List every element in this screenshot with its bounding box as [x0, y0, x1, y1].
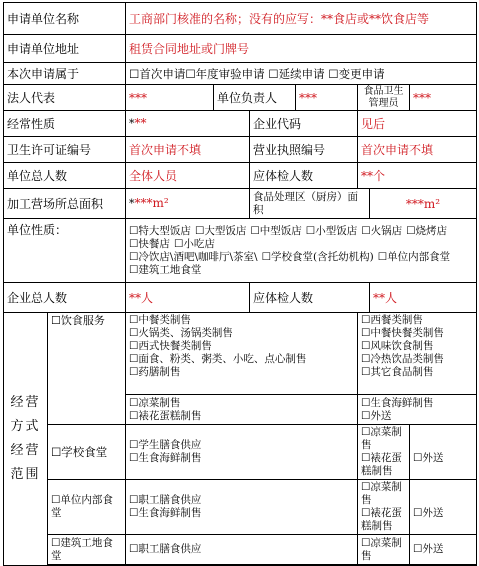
scope-option[interactable]: ☐生食海鲜制售: [129, 507, 202, 519]
unit-type-option[interactable]: ☐小吃店: [173, 237, 215, 250]
business-license-field[interactable]: 首次申请不填: [358, 137, 477, 163]
internal-middle: [358, 480, 410, 535]
legal-rep-label: 法人代表: [4, 85, 126, 111]
total-area-field[interactable]: [126, 189, 250, 219]
unit-type-option[interactable]: ☐单位内部食堂: [377, 250, 451, 263]
scope-option[interactable]: ☐外送: [413, 452, 444, 464]
scope-option[interactable]: ☐凉菜制售: [361, 536, 402, 562]
unit-type-option[interactable]: ☐小型饭店: [305, 224, 358, 237]
unit-head-field[interactable]: ***: [296, 85, 358, 111]
construction-middle: [358, 535, 410, 565]
unit-type-option[interactable]: ☐建筑工地食堂: [129, 263, 202, 276]
unit-head-label: 单位负责人: [214, 85, 296, 111]
school-left: [126, 425, 358, 480]
construction-left: [126, 535, 358, 565]
checkup-count-label: 应体检人数: [250, 163, 358, 189]
unit-type-option[interactable]: ☐中型饭店: [250, 224, 302, 237]
scope-option[interactable]: ☐凉菜制售: [361, 426, 402, 451]
scope-option[interactable]: ☐职工膳食供应: [129, 543, 202, 555]
food-safety-manager-field[interactable]: ***: [410, 85, 477, 111]
annual-review-checkbox[interactable]: ☐年度审验申请: [185, 66, 265, 81]
food-service-sub-right: [358, 395, 477, 425]
change-checkbox[interactable]: ☐变更申请: [328, 66, 385, 81]
enterprise-code-field[interactable]: 见后: [358, 111, 477, 137]
checkup-count-field[interactable]: **个: [358, 163, 477, 189]
scope-option[interactable]: ☐其它食品制售: [361, 366, 434, 378]
health-permit-field[interactable]: 首次申请不填: [126, 137, 250, 163]
scope-option[interactable]: ☐生食海鲜制售: [129, 452, 202, 464]
scope-option[interactable]: ☐中餐快餐类制售: [361, 327, 444, 339]
scope-option[interactable]: ☐药膳制售: [129, 366, 181, 378]
scope-option[interactable]: ☐凉菜制售: [361, 481, 402, 506]
applicant-address-label: 申请单位地址: [4, 35, 126, 63]
construction-canteen-checkbox[interactable]: ☐建筑工地食堂: [48, 535, 126, 565]
checkup-persons-label: 应体检人数: [250, 283, 370, 313]
scope-vertical-label: 经营方式经营范围: [4, 313, 48, 566]
unit-type-option[interactable]: ☐快餐店: [129, 237, 170, 250]
scope-option[interactable]: ☐冷热饮品类制售: [361, 353, 444, 365]
scope-option[interactable]: ☐学生膳食供应: [129, 439, 202, 451]
total-area-label: 加工营场所总面积: [4, 189, 126, 219]
enterprise-staff-label: 企业总人数: [4, 283, 126, 313]
unit-type-option[interactable]: ☐烧烤店: [406, 224, 448, 237]
school-right: [410, 425, 477, 480]
food-service-left-list: [126, 313, 358, 395]
food-service-sub-left: [126, 395, 358, 425]
food-safety-manager-label: 食品卫生管理员: [358, 85, 410, 111]
scope-option[interactable]: ☐裱花蛋糕制售: [129, 409, 202, 422]
unit-type-option[interactable]: ☐冷饮店\酒吧\咖啡厅\茶室\: [129, 250, 258, 263]
scope-option[interactable]: ☐外送: [413, 543, 444, 555]
scope-option[interactable]: ☐凉菜制售: [129, 396, 181, 409]
scope-option[interactable]: ☐西餐类制售: [361, 314, 423, 326]
food-service-right-list: [358, 313, 477, 395]
scope-option[interactable]: ☐生食海鲜制售: [361, 396, 434, 409]
health-permit-label: 卫生许可证编号: [4, 137, 126, 163]
school-middle: [358, 425, 410, 480]
scope-option[interactable]: ☐职工膳食供应: [129, 494, 202, 506]
table-bottom-spacer: [48, 565, 477, 566]
unit-type-label: 单位性质：: [4, 219, 126, 283]
nature-mark-red: **: [134, 116, 147, 130]
unit-type-options: [126, 219, 477, 283]
total-staff-field[interactable]: 全体人员: [126, 163, 250, 189]
scope-option[interactable]: ☐裱花蛋糕制售: [361, 507, 402, 532]
business-license-label: 营业执照编号: [250, 137, 358, 163]
internal-canteen-checkbox[interactable]: ☐单位内部食堂: [48, 480, 126, 535]
unit-type-option[interactable]: ☐火锅店: [361, 224, 403, 237]
scope-option[interactable]: ☐裱花蛋糕制售: [361, 452, 402, 477]
enterprise-code-label: 企业代码: [250, 111, 358, 137]
scope-option[interactable]: ☐外送: [361, 409, 392, 422]
scope-option[interactable]: ☐中餐类制售: [129, 314, 191, 326]
kitchen-area-label: 食品处理区（厨房）面积: [250, 189, 370, 219]
total-staff-label: 单位总人数: [4, 163, 126, 189]
area-mark-red: ***m²: [134, 196, 169, 210]
kitchen-area-field[interactable]: ***m²: [370, 189, 477, 219]
applicant-name-field[interactable]: 工商部门核准的名称；没有的应写：**食店或**饮食店等: [126, 3, 477, 35]
unit-type-option[interactable]: ☐大型饭店: [194, 224, 247, 237]
area-mark-black: *: [129, 197, 135, 210]
enterprise-staff-field[interactable]: **人: [126, 283, 250, 313]
food-service-checkbox[interactable]: ☐饮食服务: [48, 313, 126, 425]
scope-option[interactable]: ☐外送: [413, 507, 444, 519]
internal-left: [126, 480, 358, 535]
scope-option[interactable]: ☐风味饮食制售: [361, 340, 434, 352]
business-nature-field[interactable]: [126, 111, 250, 137]
unit-type-option[interactable]: ☐特大型饭店: [129, 224, 191, 237]
scope-option[interactable]: ☐西式快餐类制售: [129, 340, 212, 352]
application-type-options: [126, 63, 477, 85]
applicant-address-field[interactable]: 租赁合同地址或门牌号: [126, 35, 477, 63]
scope-option[interactable]: ☐火锅类、汤锅类制售: [129, 327, 233, 339]
school-canteen-checkbox[interactable]: ☐学校食堂: [48, 425, 126, 480]
unit-type-option[interactable]: ☐学校食堂(含托幼机构): [261, 250, 374, 263]
application-form: [3, 2, 477, 566]
business-nature-label: 经常性质: [4, 111, 126, 137]
scope-option[interactable]: ☐面食、粉类、粥类、小吃、点心制售: [129, 353, 307, 365]
application-type-label: 本次申请属于: [4, 63, 126, 85]
renewal-checkbox[interactable]: ☐延续申请: [268, 66, 325, 81]
internal-right: [410, 480, 477, 535]
nature-mark-black: *: [129, 117, 135, 130]
legal-rep-field[interactable]: ***: [126, 85, 214, 111]
first-application-checkbox[interactable]: ☐首次申请: [129, 66, 186, 81]
applicant-name-label: 申请单位名称: [4, 3, 126, 35]
construction-right: [410, 535, 477, 565]
checkup-persons-field[interactable]: **人: [370, 283, 477, 313]
